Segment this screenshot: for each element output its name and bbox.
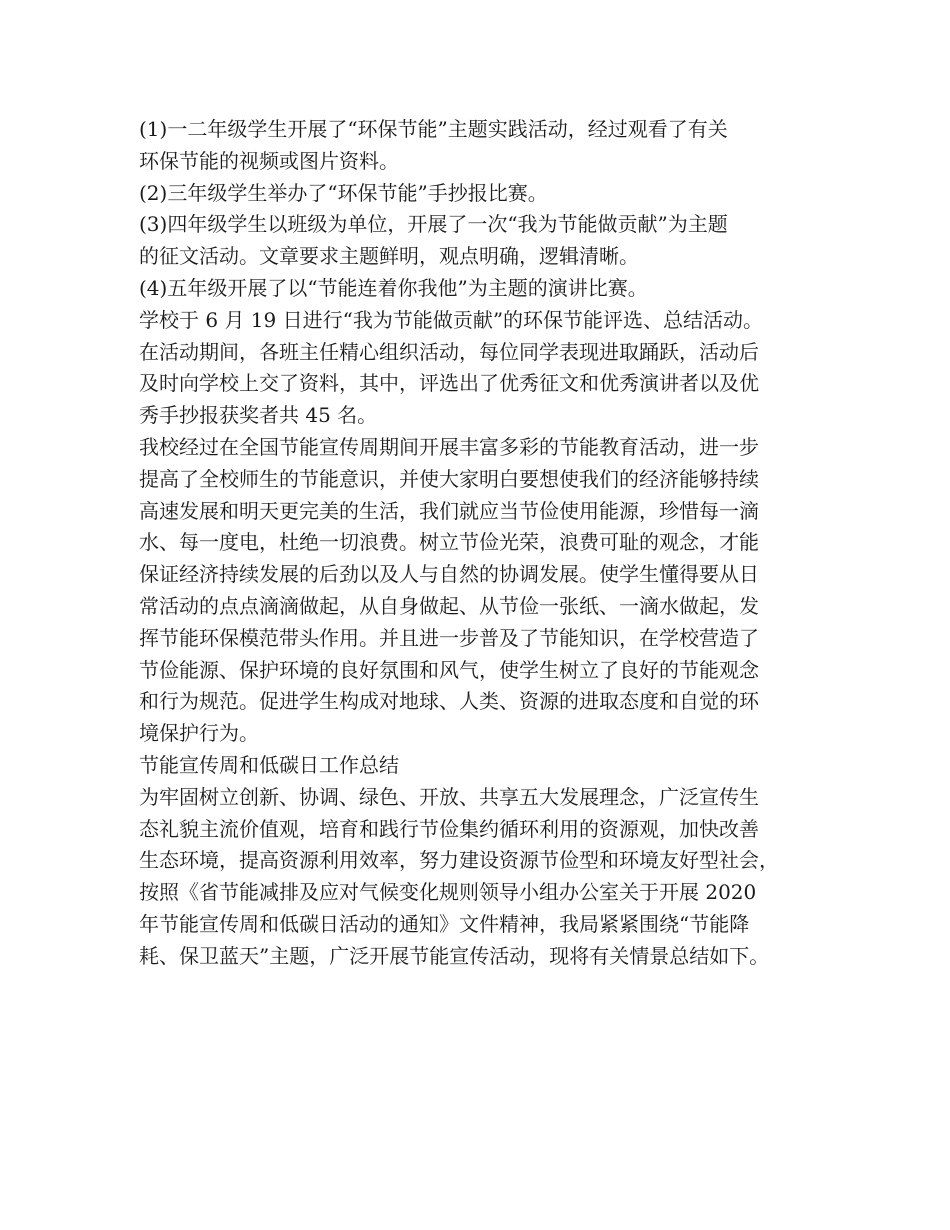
text-line: 在活动期间，各班主任精心组织活动，每位同学表现进取踊跃，活动后 [139,339,759,364]
text-line: (1)一二年级学生开展了“环保节能”主题实践活动，经过观看了有关 [139,117,728,141]
text-line: 秀手抄报获奖者共 45 名。 [139,403,378,428]
text-line: 环保节能的视频或图片资料。 [139,148,399,173]
text-line: 水、每一度电，杜绝一切浪费。树立节俭光荣，浪费可耻的观念，才能 [139,530,759,555]
text-line: 境保护行为。 [139,721,259,746]
text-line: 及时向学校上交了资料，其中，评选出了优秀征文和优秀演讲者以及优 [139,371,759,396]
text-line: 挥节能环保模范带头作用。并且进一步普及了节能知识，在学校营造了 [139,625,759,650]
text-line: 高速发展和明天更完美的生活，我们就应当节俭使用能源，珍惜每一滴 [139,498,759,523]
text-line: 提高了全校师生的节能意识，并使大家明白要想使我们的经济能够持续 [139,466,759,491]
text-line: 节俭能源、保护环境的良好氛围和风气，使学生树立了良好的节能观念 [139,657,759,682]
text-line: 的征文活动。文章要求主题鲜明，观点明确，逻辑清晰。 [139,244,639,269]
text-line: 保证经济持续发展的后劲以及人与自然的协调发展。使学生懂得要从日 [139,562,759,587]
section-heading: 节能宣传周和低碳日工作总结 [139,752,399,777]
text-line: 按照《省节能减排及应对气候变化规则领导小组办公室关于开展 2020 [139,880,757,905]
text-line: (2)三年级学生举办了“环保节能”手抄报比赛。 [139,180,548,205]
text-line: 为牢固树立创新、协调、绿色、开放、共享五大发展理念，广泛宣传生 [139,784,759,809]
text-line: 态礼貌主流价值观，培育和践行节俭集约循环利用的资源观，加快改善 [139,816,759,841]
text-line: 年节能宣传周和低碳日活动的通知》文件精神，我局紧紧围绕“节能降 [139,911,750,936]
text-line: 我校经过在全国节能宣传周期间开展丰富多彩的节能教育活动，进一步 [139,434,759,459]
text-line: 常活动的点点滴滴做起，从自身做起、从节俭一张纸、一滴水做起，发 [139,593,759,618]
document-body [139,114,839,973]
text-line: (4)五年级开展了以“节能连着你我他”为主题的演讲比赛。 [139,275,648,300]
text-line: 生态环境，提高资源利用效率，努力建设资源节俭型和环境友好型社会， [139,848,779,873]
text-line: 耗、保卫蓝天”主题，广泛开展节能宣传活动，现将有关情景总结如下。 [139,943,770,968]
text-line: 学校于 6 月 19 日进行“我为节能做贡献”的环保节能评选、总结活动。 [139,307,764,332]
text-line: (3)四年级学生以班级为单位，开展了一次“我为节能做贡献”为主题 [139,212,728,237]
text-line: 和行为规范。促进学生构成对地球、人类、资源的进取态度和自觉的环 [139,689,759,714]
